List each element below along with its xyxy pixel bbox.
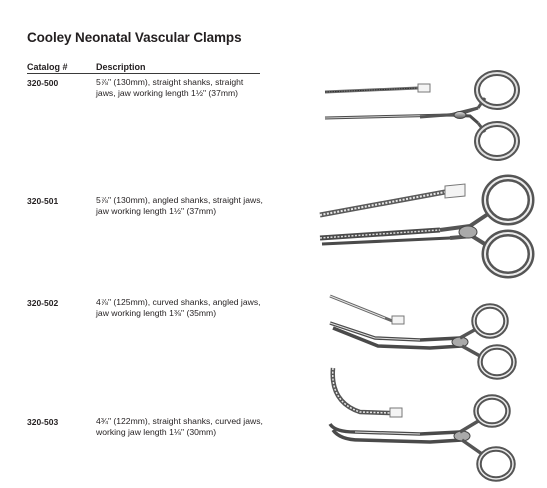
item-description: 4⅞" (125mm), curved shanks, angled jaws, jaw working length 1⅜" (35mm) xyxy=(96,297,261,319)
description-column-header: Description xyxy=(96,62,146,72)
catalog-number: 320-503 xyxy=(27,417,59,427)
item-description: 5⅞" (130mm), straight shanks, straight jaws, jaw working length 1½" (37mm) xyxy=(96,77,244,99)
page-title: Cooley Neonatal Vascular Clamps xyxy=(27,30,242,45)
straight-clamp-icon xyxy=(300,68,547,163)
catalog-number: 320-500 xyxy=(27,78,59,88)
catalog-number: 320-502 xyxy=(27,298,59,308)
curved-jaw-clamp-icon xyxy=(300,362,547,484)
angled-clamp-icon xyxy=(300,170,547,280)
item-description: 4¾" (122mm), straight shanks, curved jaws, working jaw length 1⅛" (30mm) xyxy=(96,416,263,438)
item-description: 5⅞" (130mm), angled shanks, straight jaws, jaw working length 1½" (37mm) xyxy=(96,195,263,217)
catalog-number: 320-501 xyxy=(27,196,59,206)
catalog-column-header: Catalog # xyxy=(27,62,68,72)
header-rule xyxy=(27,73,260,74)
